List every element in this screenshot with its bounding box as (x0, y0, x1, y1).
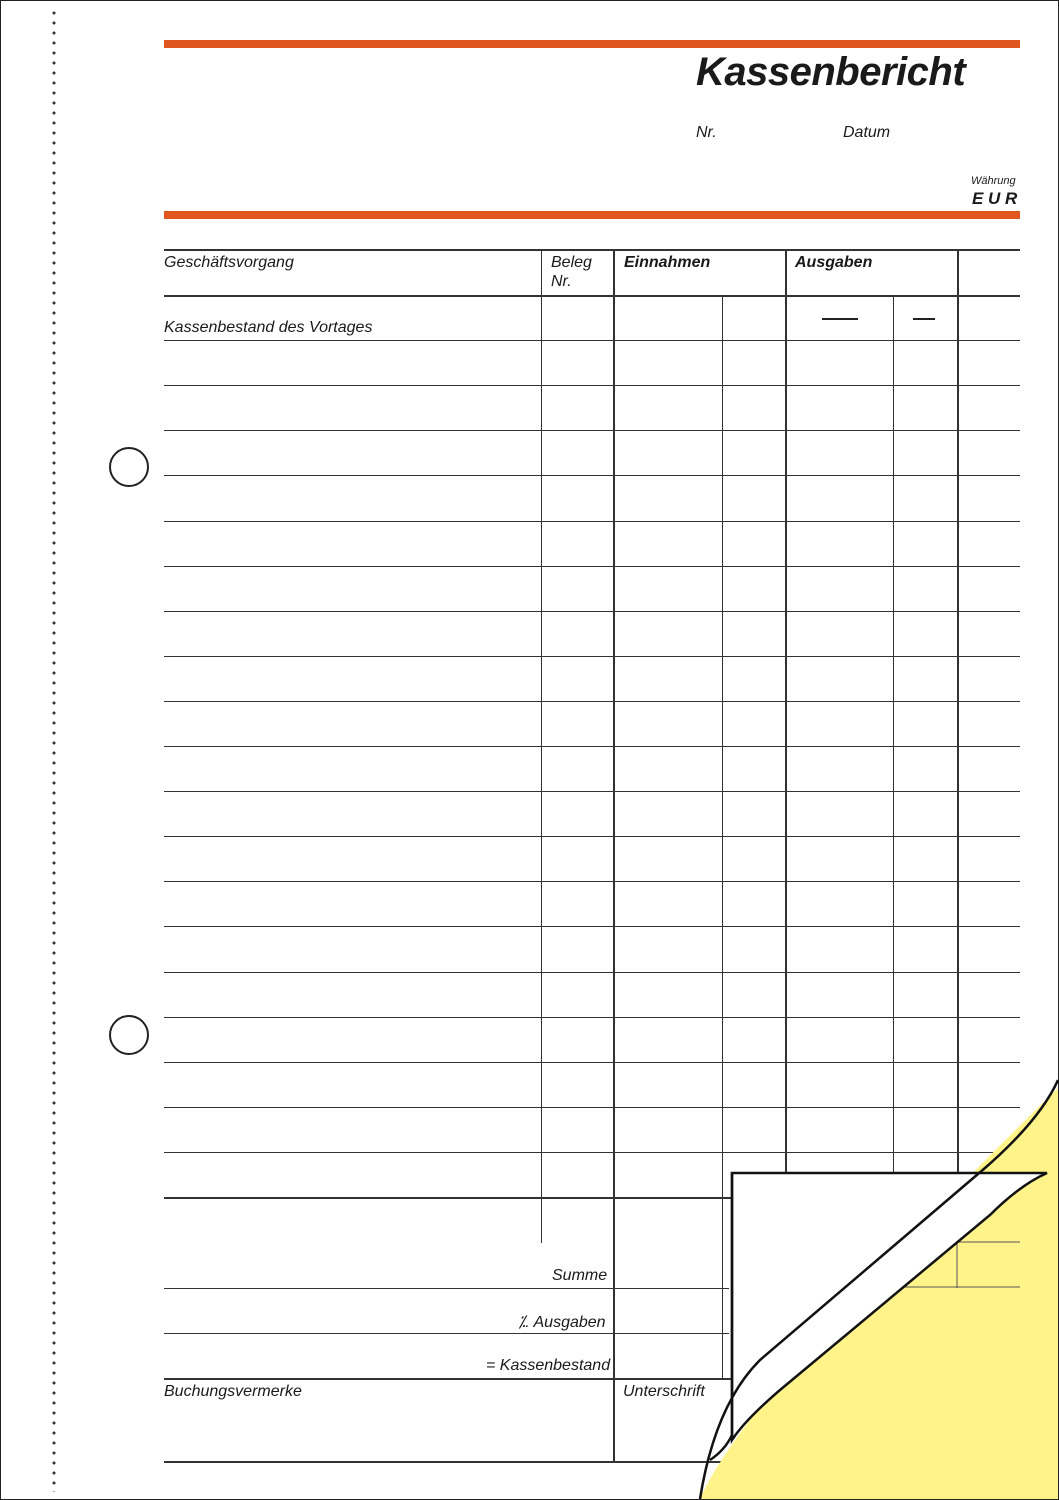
minus-ausgaben-label: ⁒. Ausgaben (518, 1314, 606, 1331)
form-title: Kassenbericht (696, 50, 966, 94)
nr-label: Nr. (696, 124, 717, 141)
col-geschaeftsvorgang: Geschäftsvorgang (164, 254, 294, 271)
kassenbestand-label: = Kassenbestand (486, 1357, 611, 1374)
col-ausgaben: Ausgaben (795, 254, 873, 271)
curl-inner-edge (710, 1173, 732, 1460)
col-beleg-line1: Beleg (551, 254, 592, 271)
col-beleg-line2: Nr. (551, 273, 572, 290)
col-einnahmen: Einnahmen (624, 254, 711, 271)
buchungsvermerke-label: Buchungsvermerke (164, 1383, 302, 1400)
first-row-label: Kassenbestand des Vortages (164, 319, 373, 336)
unterschrift-label: Unterschrift (623, 1383, 705, 1400)
datum-label: Datum (843, 124, 891, 141)
summe-label: Summe (552, 1267, 608, 1284)
currency-label: Währung (971, 175, 1016, 187)
currency-value: E U R (972, 189, 1018, 208)
